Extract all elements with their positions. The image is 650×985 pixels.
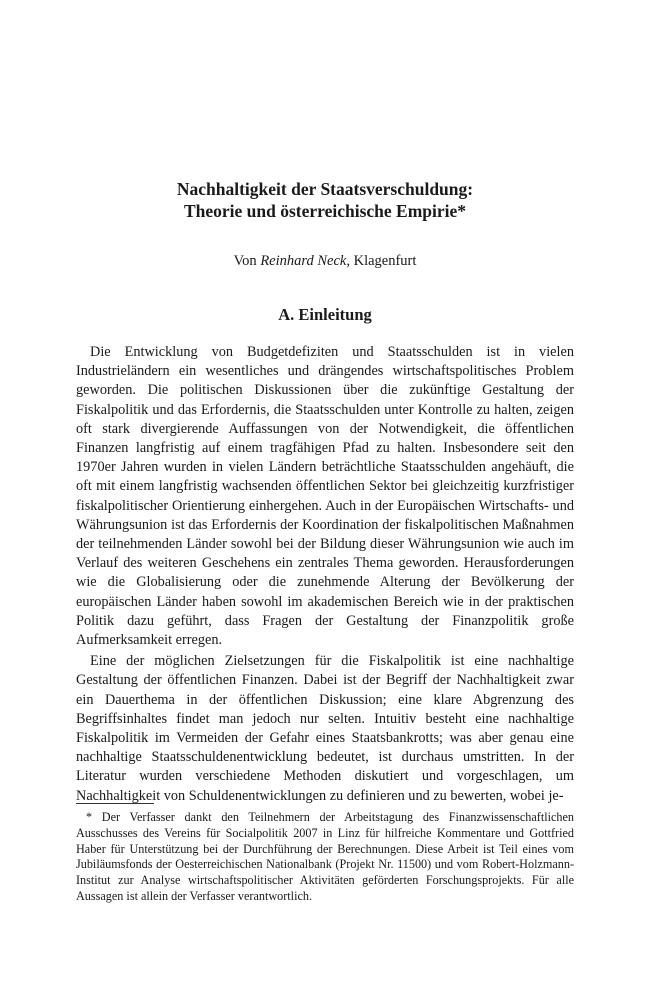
byline xyxy=(76,252,574,270)
article-title xyxy=(76,178,574,222)
author-location: Klagenfurt xyxy=(349,253,417,269)
section-heading: A. Einleitung xyxy=(278,305,372,324)
footnote-text: * Der Verfasser dankt den Teilnehmern der Arbeitstagung des Finanzwissenschaftlichen Ausschusses des Vereins für Socialpolitik 2007 in Linz für hilfreiche Kommentare und Gottfried Haber für Unterstützung bei der Durchführung der Berechnungen. Diese Arbeit ist Teil eines vom Jubiläumsfonds der Oesterreichischen Nationalbank (Projekt Nr. 11500) und vom Robert-Holzmann-Institut zur Analyse wirtschaftspolitischer Aktivitäten geförderten Forschungsprojekts. Für alle Aussagen ist allein der Verfasser verantwortlich. xyxy=(76,810,574,903)
title-line-2: Theorie und österreichische Empirie* xyxy=(183,201,467,221)
paragraph: Eine der möglichen Zielsetzungen für die Fiskalpolitik ist eine nachhaltige Gestaltung der öffentlichen Finanzen. Dabei ist der Begriff der Nachhaltigkeit zwar ein Dauerthema in der öffentlichen Diskussion; eine klare Abgrenzung des Begriffsinhaltes findet man jedoch nur selten. Intuitiv besteht eine nachhaltige Fiskalpolitik im Vermeiden der Gefahr eines Staatsbankrotts; was aber genau eine nachhaltige Staatsschuldenentwicklung bedeutet, ist durchaus umstritten. In der Literatur wurden verschiedene Methoden diskutiert und vorgeschlagen, um Nachhaltigkeit von Schuldenentwicklungen zu definieren und zu bewerten, wobei je- xyxy=(76,653,574,804)
byline-prefix: Von xyxy=(233,253,261,269)
body-text xyxy=(76,343,574,806)
paragraph: Die Entwicklung von Budgetdefiziten und Staatsschulden ist in vielen Industrieländern ein wesentliches und drängendes wirtschaftspolitisches Problem geworden. Die politischen Diskussionen über die zukünftige Gestaltung der Fiskalpolitik und das Erfordernis, die Staatsschulden unter Kontrolle zu halten, zeigen oft stark divergierende Auffassungen von der Notwendigkeit, die öffentlichen Finanzen langfristig auf einem tragfähigen Pfad zu halten. Insbesondere seit den 1970er Jahren wurden in vielen Ländern beträchtliche Staatsschulden angehäuft, die oft mit einem langfristig wachsenden öffentlichen Sektor bei gleichzeitig kurzfristiger fiskalpolitischer Orientierung einhergehen. Auch in der Europäischen Wirtschafts- und Währungsunion ist das Erfordernis der Koordination der fiskalpolitischen Maßnahmen der teilnehmenden Länder sowohl bei der Bildung dieser Währungsunion wie auch im Verlauf des weiteren Geschehens ein zentrales Thema geworden. Herausforderungen wie die Globalisierung oder die zunehmende Alterung der Bevölkerung der europäischen Länder haben sowohl im akademischen Bereich wie in der praktischen Politik dazu geführt, dass Fragen der Gestaltung der Finanzpolitik große Aufmerksamkeit erregen. xyxy=(76,344,574,649)
footnote xyxy=(76,810,574,905)
footnote-divider xyxy=(76,803,154,804)
title-line-1: Nachhaltigkeit der Staatsverschuldung: xyxy=(176,179,474,199)
author-name: Reinhard Neck, xyxy=(260,253,350,269)
